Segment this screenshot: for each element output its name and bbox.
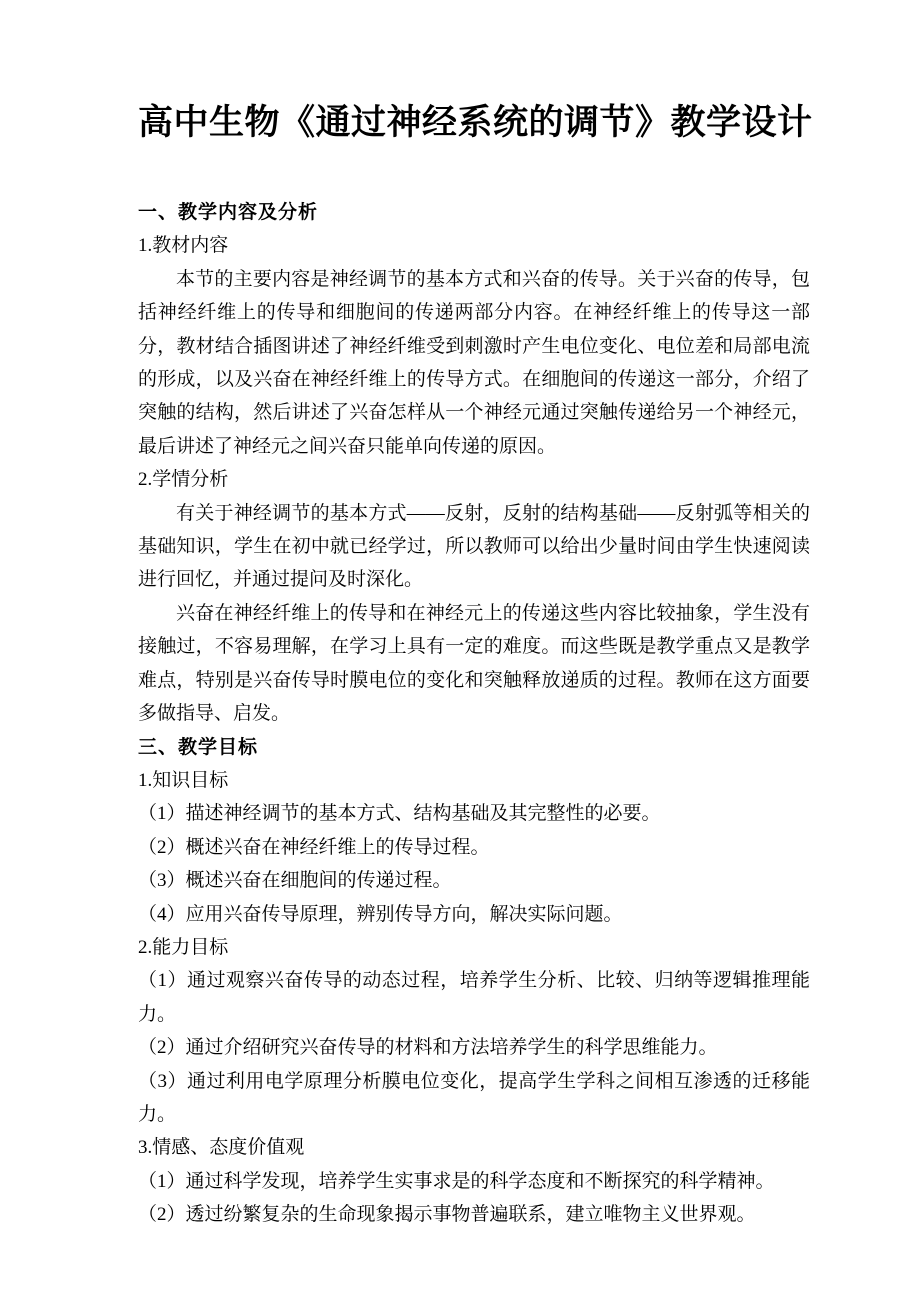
paragraph-learner-analysis-1: 有关于神经调节的基本方式——反射，反射的结构基础——反射弧等相关的基础知识，学生在初中就已经学过，所以教师可以给出少量时间由学生快速阅读进行回忆，并通过提问及时深化。 (138, 502, 810, 591)
list-item-emotion-2: （2）透过纷繁复杂的生命现象揭示事物普遍联系，建立唯物主义世界观。 (138, 1204, 756, 1226)
list-item-knowledge-2: （2）概述兴奋在神经纤维上的传导过程。 (138, 836, 490, 858)
paragraph-learner-analysis-2: 兴奋在神经纤维上的传导和在神经元上的传递这些内容比较抽象，学生没有接触过，不容易理解，在学习上具有一定的难度。而这些既是教学重点又是教学难点，特别是兴奋传导时膜电位的变化和突触释放递质的过程。教师在这方面要多做指导、启发。 (138, 602, 810, 725)
document-title: 高中生物《通过神经系统的调节》教学设计 (138, 103, 813, 142)
subheading-learner-analysis: 2.学情分析 (138, 469, 229, 491)
subheading-ability-objectives: 2.能力目标 (138, 936, 229, 958)
list-item-emotion-1: （1）通过科学发现，培养学生实事求是的科学态度和不断探究的科学精神。 (138, 1170, 775, 1192)
list-item-knowledge-3: （3）概述兴奋在细胞间的传递过程。 (138, 870, 452, 892)
subheading-knowledge-objectives: 1.知识目标 (138, 769, 229, 791)
list-item-ability-2: （2）通过介绍研究兴奋传导的材料和方法培养学生的科学思维能力。 (138, 1037, 718, 1059)
list-item-ability-1: （1）通过观察兴奋传导的动态过程，培养学生分析、比较、归纳等逻辑推理能力。 (138, 970, 810, 1025)
document-body (138, 196, 810, 1232)
list-item-ability-3: （3）通过利用电学原理分析膜电位变化，提高学生学科之间相互渗透的迁移能力。 (138, 1070, 810, 1125)
paragraph-textbook-content: 本节的主要内容是神经调节的基本方式和兴奋的传导。关于兴奋的传导，包括神经纤维上的传导和细胞间的传递两部分内容。在神经纤维上的传导这一部分，教材结合插图讲述了神经纤维受到刺激时产生电位变化、电位差和局部电流的形成，以及兴奋在神经纤维上的传导方式。在细胞间的传递这一部分，介绍了突触的结构，然后讲述了兴奋怎样从一个神经元通过突触传递给另一个神经元，最后讲述了神经元之间兴奋只能单向传递的原因。 (138, 268, 810, 457)
subheading-emotion-attitude-values: 3.情感、态度价值观 (138, 1137, 305, 1159)
subheading-textbook-content: 1.教材内容 (138, 235, 229, 257)
section-heading-teaching-content-analysis: 一、教学内容及分析 (138, 202, 319, 223)
list-item-knowledge-1: （1）描述神经调节的基本方式、结构基础及其完整性的必要。 (138, 803, 661, 825)
section-heading-teaching-objectives: 三、教学目标 (138, 736, 259, 758)
list-item-knowledge-4: （4）应用兴奋传导原理，辨别传导方向，解决实际问题。 (138, 903, 623, 925)
